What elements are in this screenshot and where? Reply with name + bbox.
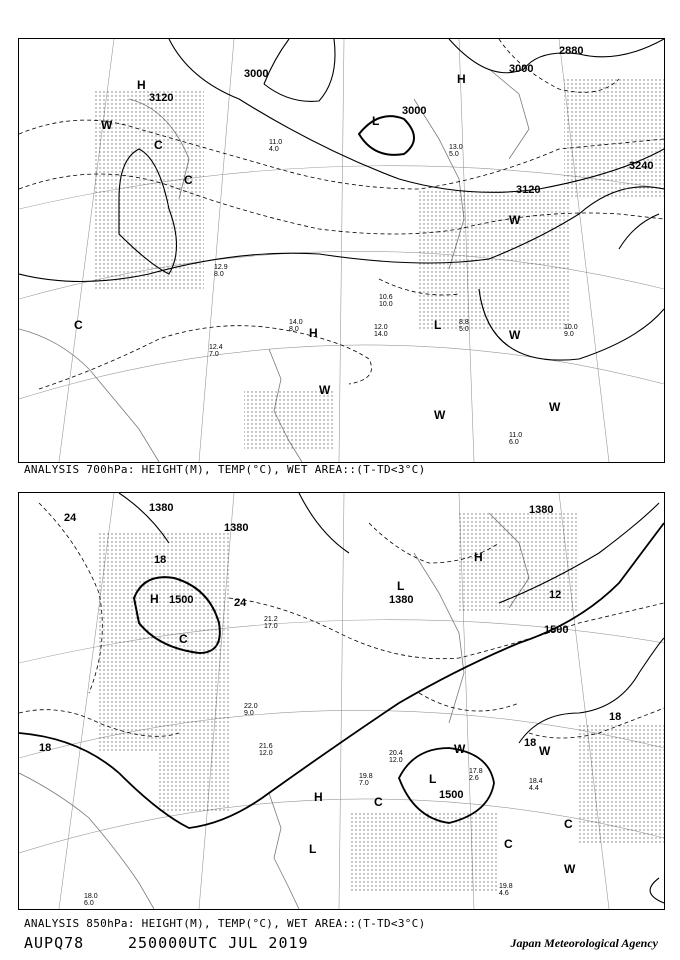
isotherm-label: 12 — [549, 589, 562, 601]
station-plot: 18.0 6.0 — [84, 893, 98, 907]
pressure-center-symbol: H — [314, 790, 323, 804]
station-plot: 11.0 6.0 — [509, 432, 523, 446]
station-plot: 10.6 10.0 — [379, 294, 393, 308]
pressure-center-symbol: C — [564, 817, 573, 831]
pressure-center-symbol: H — [457, 72, 466, 86]
isotherm-label: 18 — [154, 554, 167, 566]
station-plot: 17.8 2.6 — [469, 768, 483, 782]
height-contour-label: 1500 — [169, 594, 194, 606]
station-plot: 12.9 8.0 — [214, 264, 228, 278]
isotherm-label: 24 — [64, 512, 77, 524]
height-contour-label: 3000 — [509, 63, 534, 75]
pressure-center-symbol: C — [504, 837, 513, 851]
height-contour-label: 1380 — [389, 594, 414, 606]
station-plot: 14.0 8.0 — [289, 319, 303, 333]
station-plot: 21.2 17.0 — [264, 616, 278, 630]
pressure-center-symbol: L — [309, 842, 317, 856]
station-plot: 22.0 9.0 — [244, 703, 258, 717]
map-700hpa-canvas — [19, 39, 664, 462]
height-contour-label: 1500 — [544, 624, 569, 636]
pressure-center-symbol: L — [397, 579, 405, 593]
station-plot: 18.4 4.4 — [529, 778, 543, 792]
pressure-center-symbol: W — [564, 862, 576, 876]
height-contour-label: 3000 — [244, 68, 269, 80]
pressure-center-symbol: W — [454, 742, 466, 756]
pressure-center-symbol: W — [319, 383, 331, 397]
pressure-center-symbol: C — [374, 795, 383, 809]
pressure-center-symbol: L — [372, 114, 380, 128]
station-plot: 19.8 4.6 — [499, 883, 513, 897]
pressure-center-symbol: C — [74, 318, 83, 332]
pressure-center-symbol: H — [309, 326, 318, 340]
map-700hpa — [18, 38, 665, 463]
height-contour-label: 1500 — [439, 789, 464, 801]
station-plot: 12.0 14.0 — [374, 324, 388, 338]
station-plot: 8.8 5.0 — [459, 319, 469, 333]
pressure-center-symbol: W — [434, 408, 446, 422]
isotherm-label: 18 — [609, 711, 622, 723]
height-contour-label: 1380 — [149, 502, 174, 514]
isotherm-label: 18 — [524, 737, 537, 749]
height-contour-label: 3000 — [402, 105, 427, 117]
height-contour-label: 3240 — [629, 160, 654, 172]
map-850hpa-canvas — [19, 493, 664, 909]
isotherm-label: 18 — [39, 742, 52, 754]
caption-700hpa: ANALYSIS 700hPa: HEIGHT(M), TEMP(°C), WET AREA::(T-TD<3°C) — [24, 463, 426, 476]
isotherm-label: 24 — [234, 597, 247, 609]
chart-code: AUPQ78 — [24, 934, 85, 952]
agency-credit: Japan Meteorological Agency — [510, 936, 658, 950]
height-contour-label: 2880 — [559, 45, 584, 57]
pressure-center-symbol: L — [434, 318, 442, 332]
station-plot: 10.0 9.0 — [564, 324, 578, 338]
station-plot: 11.0 4.0 — [269, 139, 283, 153]
pressure-center-symbol: W — [539, 744, 551, 758]
pressure-center-symbol: L — [429, 772, 437, 786]
height-contour-label: 3120 — [516, 184, 541, 196]
caption-850hpa: ANALYSIS 850hPa: HEIGHT(M), TEMP(°C), WET AREA::(T-TD<3°C) — [24, 917, 426, 930]
height-contour-label: 1380 — [224, 522, 249, 534]
pressure-center-symbol: W — [549, 400, 561, 414]
station-plot: 12.4 7.0 — [209, 344, 223, 358]
pressure-center-symbol: H — [137, 78, 146, 92]
pressure-center-symbol: W — [509, 213, 521, 227]
height-contour-label: 3120 — [149, 92, 174, 104]
map-850hpa — [18, 492, 665, 910]
pressure-center-symbol: H — [474, 550, 483, 564]
pressure-center-symbol: C — [154, 138, 163, 152]
pressure-center-symbol: H — [150, 592, 159, 606]
valid-time: 250000UTC JUL 2019 — [128, 934, 309, 952]
pressure-center-symbol: W — [101, 118, 113, 132]
station-plot: 19.8 7.0 — [359, 773, 373, 787]
station-plot: 21.6 12.0 — [259, 743, 273, 757]
chart-footer — [24, 934, 660, 954]
station-plot: 13.0 5.0 — [449, 144, 463, 158]
height-contour-label: 1380 — [529, 504, 554, 516]
pressure-center-symbol: W — [509, 328, 521, 342]
pressure-center-symbol: C — [179, 632, 188, 646]
station-plot: 20.4 12.0 — [389, 750, 403, 764]
pressure-center-symbol: C — [184, 173, 193, 187]
